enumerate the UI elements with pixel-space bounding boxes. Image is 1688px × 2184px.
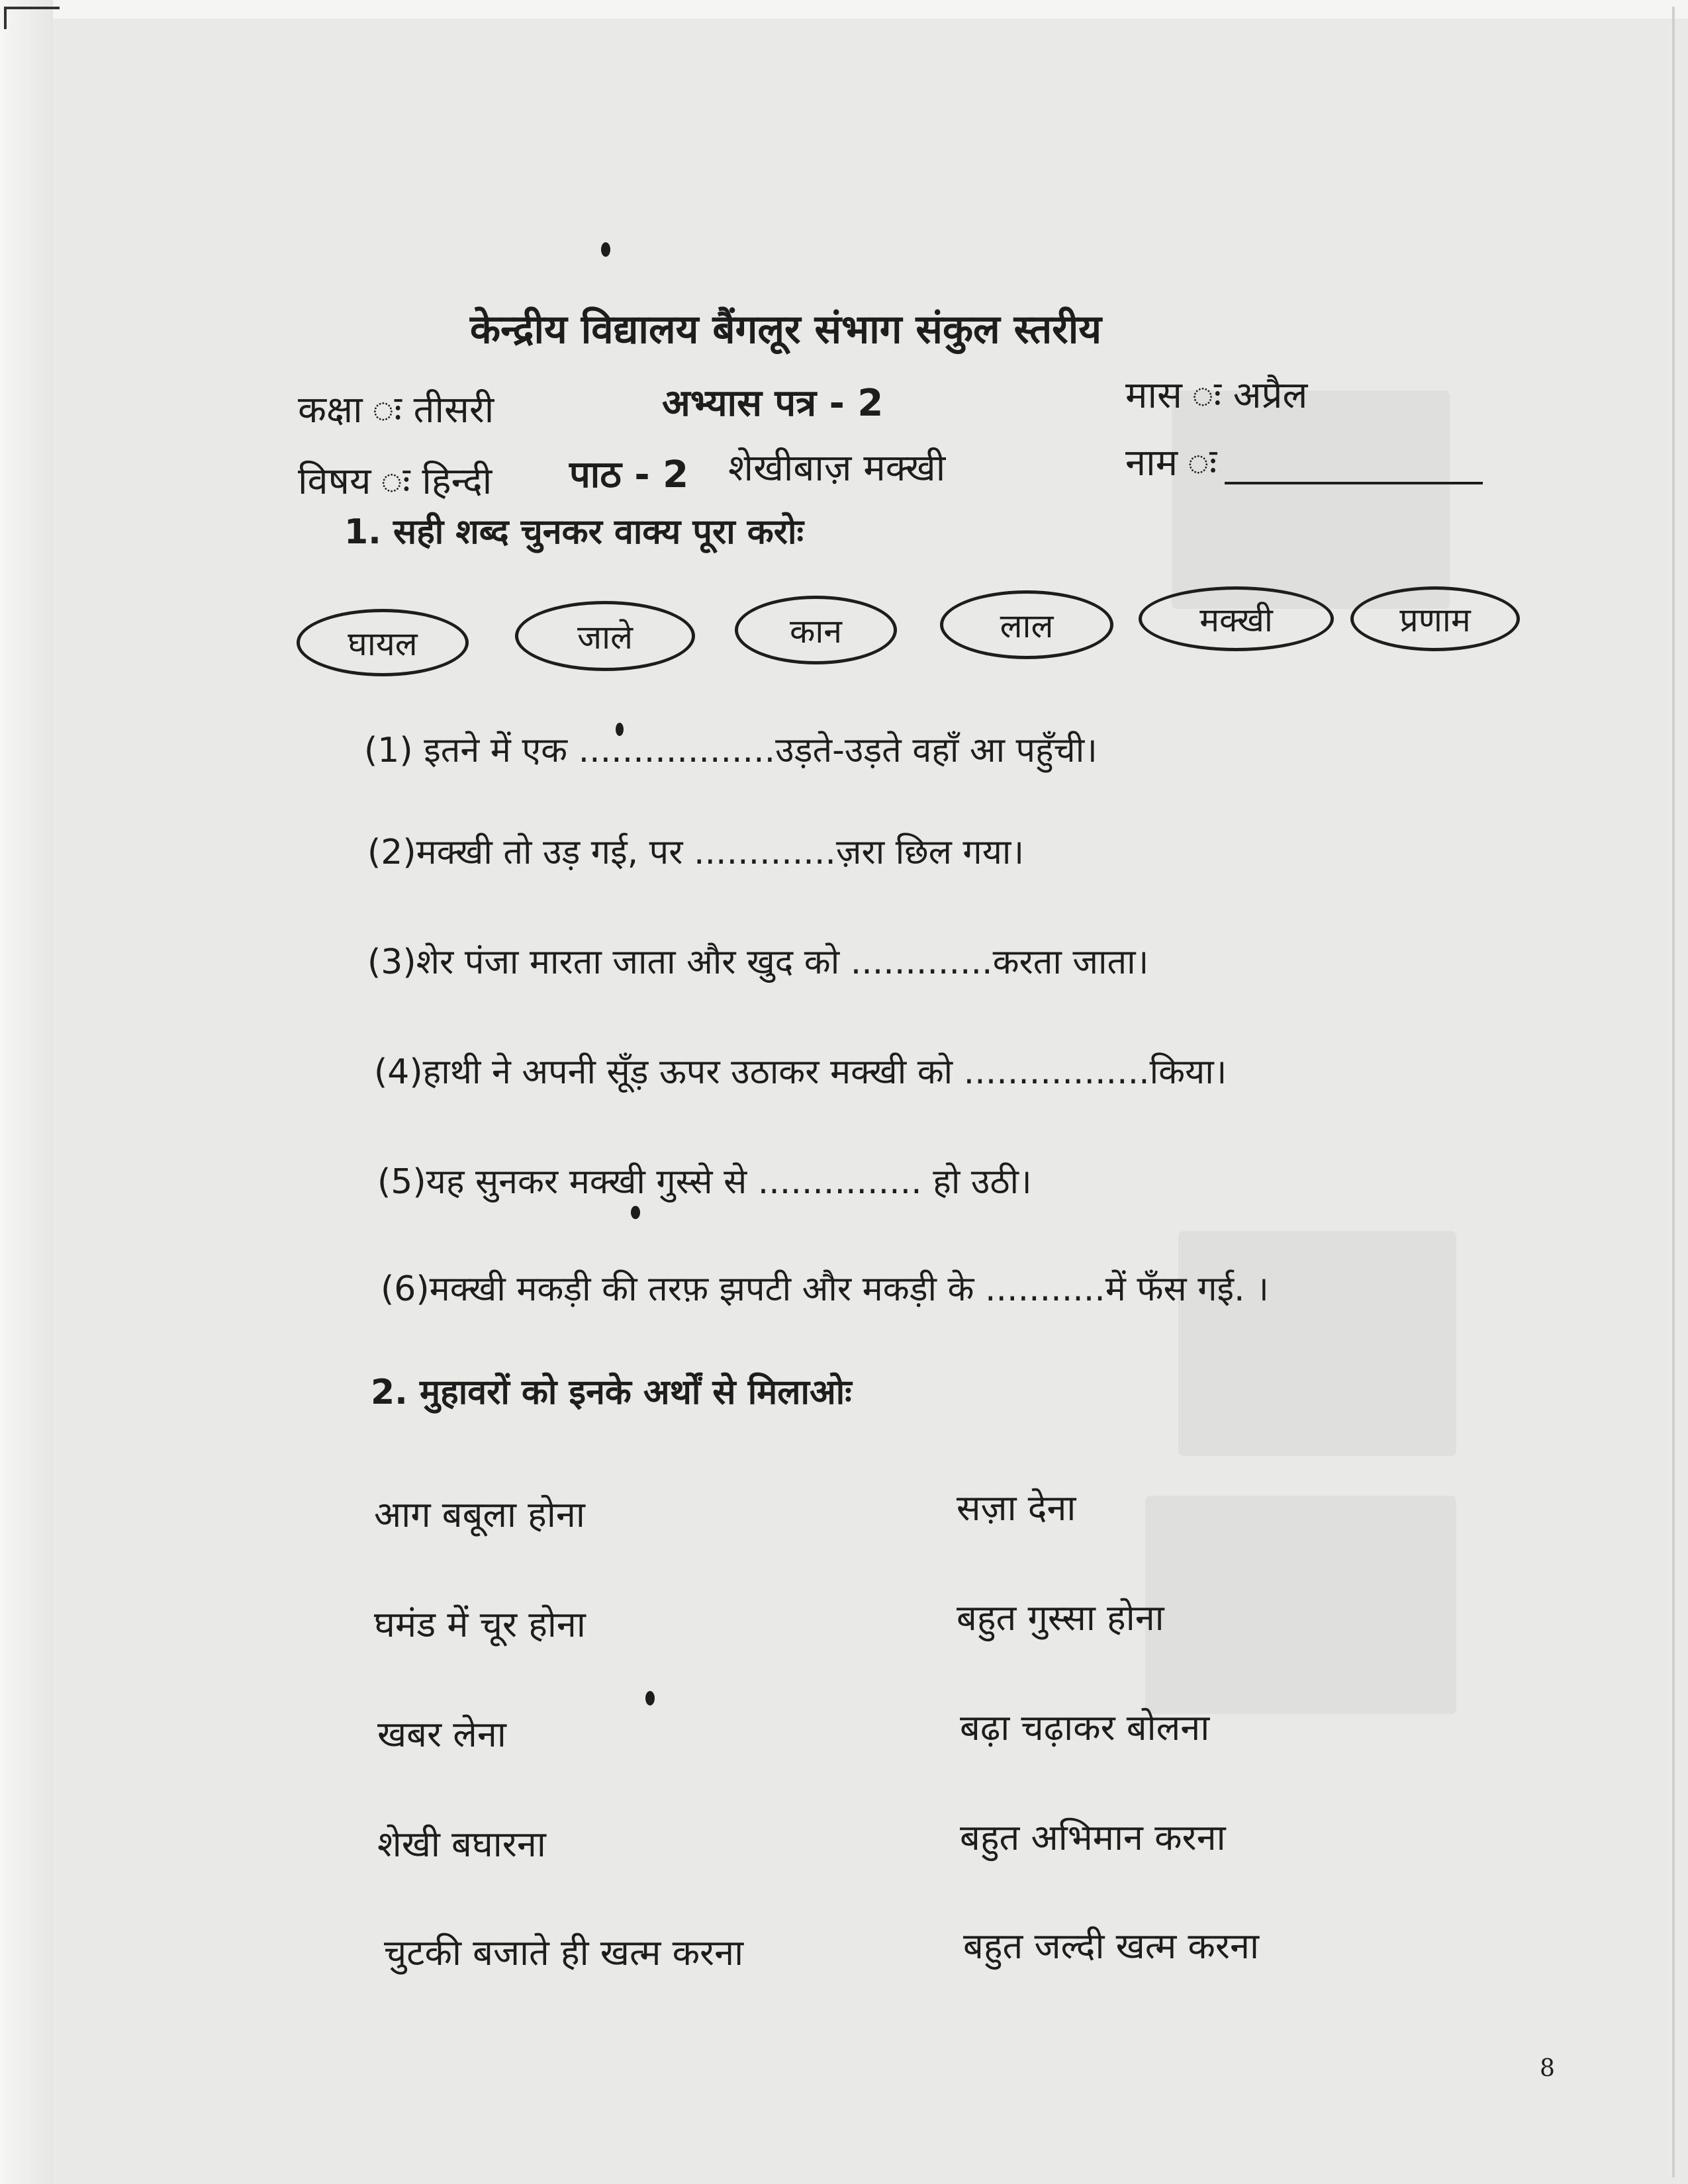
word-bank-oval: घायल bbox=[297, 609, 469, 676]
meaning-item: बहुत अभिमान करना bbox=[960, 1817, 1226, 1858]
word-bank-oval: प्रणाम bbox=[1350, 586, 1520, 651]
name-blank-line bbox=[1225, 482, 1483, 484]
section1-heading: 1. सही शब्द चुनकर वाक्य पूरा करोः bbox=[344, 512, 804, 552]
word-bank-oval: लाल bbox=[940, 590, 1113, 659]
lesson-label: पाठ - 2 bbox=[569, 453, 689, 496]
school-line: केन्द्रीय विद्यालय बैंगलूर संभाग संकुल स्तरीय bbox=[470, 306, 1102, 353]
worksheet-title: अभ्यास पत्र - 2 bbox=[662, 382, 884, 425]
meaning-item: बहुत गुस्सा होना bbox=[957, 1597, 1164, 1639]
class-label: कक्षा ः तीसरी bbox=[298, 388, 494, 432]
section2-heading: 2. मुहावरों को इनके अर्थों से मिलाओः bbox=[371, 1373, 852, 1412]
bleed-through-block-3 bbox=[1145, 1496, 1456, 1714]
word-bank-oval: मक्खी bbox=[1139, 586, 1334, 651]
idiom-item: आग बबूला होना bbox=[374, 1494, 585, 1535]
fill-sentence: (5)यह सुनकर मक्खी गुस्से से ............... हो उठी। bbox=[377, 1162, 1032, 1202]
month-label: मास ः अप्रैल bbox=[1125, 374, 1308, 417]
meaning-item: बढ़ा चढ़ाकर बोलना bbox=[960, 1707, 1210, 1749]
scan-edge-top bbox=[0, 0, 1688, 19]
subject-label: विषय ः हिन्दी bbox=[298, 460, 492, 503]
fill-sentence: (6)मक्खी मकड़ी की तरफ़ झपटी और मकड़ी के ...........में फँस गई. । bbox=[381, 1269, 1269, 1309]
name-label: नाम ः bbox=[1125, 441, 1217, 484]
fill-sentence: (3)शेर पंजा मारता जाता और खुद को .............करता जाता। bbox=[367, 942, 1149, 982]
fill-sentence: (2)मक्खी तो उड़ गई, पर .............ज़रा छिल गया। bbox=[367, 833, 1025, 872]
scan-speck bbox=[631, 1206, 640, 1219]
idiom-item: शेखी बघारना bbox=[377, 1823, 546, 1865]
idiom-item: घमंड में चूर होना bbox=[374, 1604, 586, 1645]
fill-sentence: (1) इतने में एक ..................उड़ते-उड़ते वहाँ आ पहुँची। bbox=[364, 731, 1098, 770]
scan-corner-mark bbox=[4, 7, 60, 29]
scan-speck bbox=[601, 242, 610, 257]
page-number: 8 bbox=[1540, 2055, 1555, 2082]
scan-edge-left bbox=[0, 0, 53, 2184]
fill-sentence: (4)हाथी ने अपनी सूँड़ ऊपर उठाकर मक्खी को .................किया। bbox=[374, 1052, 1227, 1092]
word-bank-oval: कान bbox=[735, 596, 897, 664]
bleed-through-block-1 bbox=[1172, 390, 1450, 609]
word-bank-oval: जाले bbox=[515, 601, 695, 671]
idiom-item: चुटकी बजाते ही खत्म करना bbox=[384, 1932, 744, 1974]
bleed-through-block-2 bbox=[1178, 1231, 1456, 1456]
scan-speck bbox=[645, 1691, 655, 1706]
lesson-title: शेखीबाज़ मक्खी bbox=[728, 447, 946, 490]
idiom-item: खबर लेना bbox=[377, 1713, 506, 1755]
meaning-item: सज़ा देना bbox=[957, 1487, 1076, 1529]
scan-right-edge bbox=[1672, 7, 1675, 2177]
meaning-item: बहुत जल्दी खत्म करना bbox=[963, 1925, 1259, 1967]
